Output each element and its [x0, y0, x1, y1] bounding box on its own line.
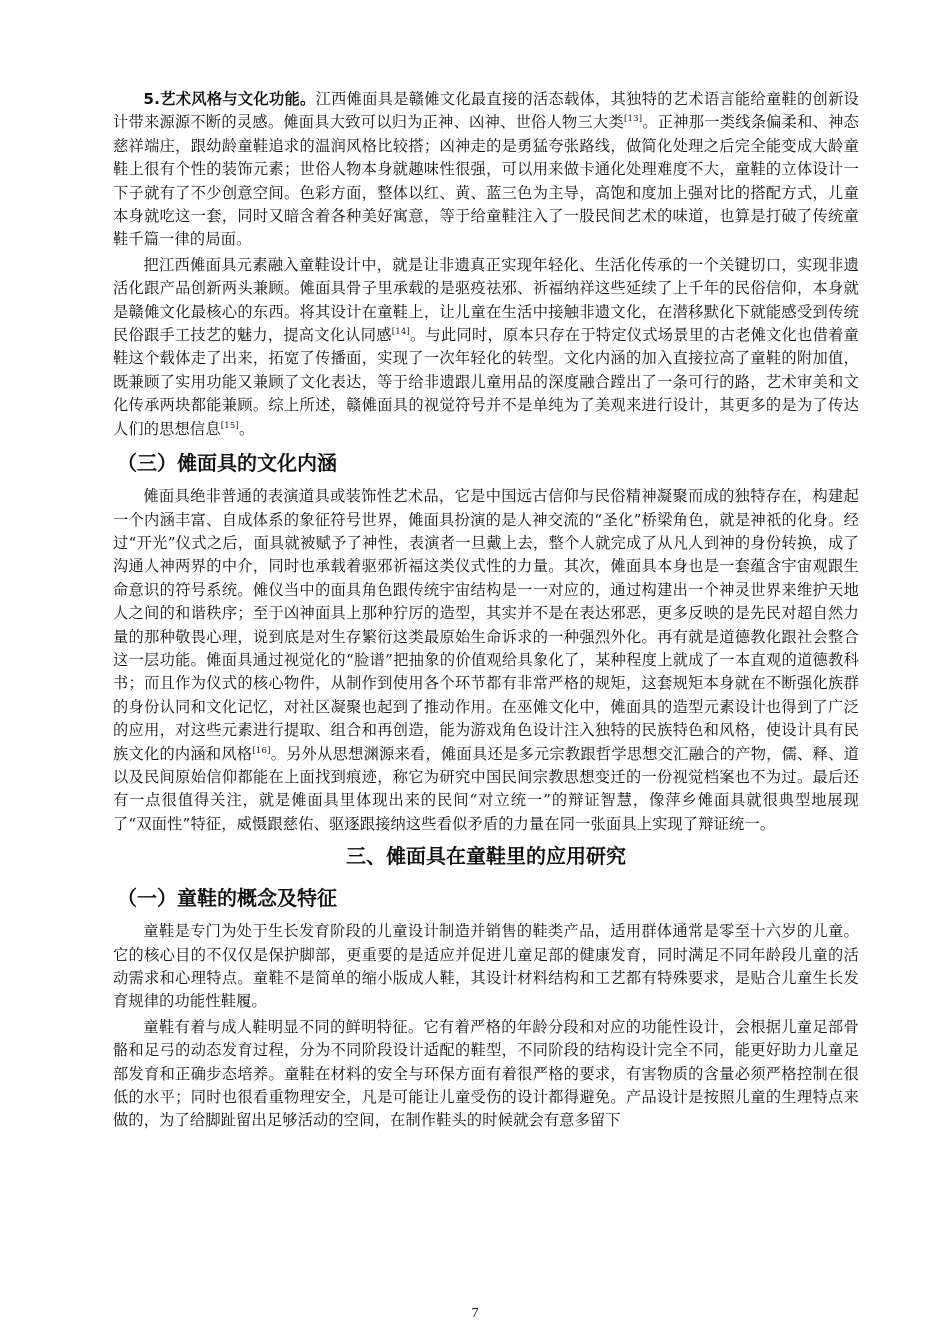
paragraph-text: 江西傩面具是赣傩文化最直接的活态载体，其独特的艺术语言能给童鞋的创新设计带来源源不断的灵感。傩面具大致可以归为正神、凶神、世俗人物三大类 — [113, 90, 859, 132]
paragraph-heritage — [113, 254, 859, 441]
paragraph-text: 把江西傩面具元素融入童鞋设计中，就是让非遗真正实现年轻化、生活化传承的一个关键切口，实现非遗活化跟产品创新两头兼顾。傩面具骨子里承载的是驱疫祛邪、祈福纳祥这些延续了上千年的民俗信仰，本身就是赣傩文化最核心的东西。将其设计在童鞋上，让儿童在生活中接触非遗文化，在潜移默化下就能感受到传统民俗跟手工技艺的魅力，提高文化认同感 — [113, 255, 859, 345]
paragraph-cultural-connotation — [113, 485, 859, 836]
paragraph-art-style — [113, 88, 859, 252]
citation-ref: [15] — [220, 420, 239, 431]
chapter-heading: 三、傩面具在童鞋里的应用研究 — [346, 844, 626, 869]
paragraph-text: 。 — [238, 419, 255, 438]
document-page — [113, 88, 859, 1133]
paragraph-text: 。正神那一类线条偏柔和、神态慈祥端庄，跟幼龄童鞋追求的温润风格比较搭；凶神走的是勇猛夸张路线，做简化处理之后完全能变成大龄童鞋上很有个性的装饰元素；世俗人物本身就趣味性很强，可以用来做卡通化处理难度不大，童鞋的立体设计一下子就有了不少创意空间。色彩方面，整体以红、黄、蓝三色为主导，高饱和度加上强对比的搭配方式，儿童本身就吃这一套，同时又暗含着各种美好寓意，等于给童鞋注入了一股民间艺术的味道，也算是打破了传统童鞋千篇一律的局面。 — [113, 113, 859, 249]
section-heading-cultural-connotation: （三）傩面具的文化内涵 — [117, 451, 337, 476]
citation-ref: [13] — [623, 114, 643, 125]
citation-ref: [16] — [252, 745, 271, 756]
paragraph-kids-shoes-features: 童鞋有着与成人鞋明显不同的鲜明特征。它有着严格的年龄分段和对应的功能性设计，会根据儿童足部骨骼和足弓的动态发育过程，分为不同阶段设计适配的鞋型，不同阶段的结构设计完全不同，能更好助力儿童足部发育和正确步态培养。童鞋在材料的安全与环保方面有着很严格的要求，有害物质的含量必须严格控制在很低的水平；同时也很看重物理安全，凡是可能让儿童受伤的设计都得避免。产品设计是按照儿童的生理特点来做的，为了给脚趾留出足够活动的空间，在制作鞋头的时候就会有意多留下 — [113, 1017, 859, 1130]
page-number: 7 — [471, 1306, 479, 1321]
citation-ref: [14] — [391, 327, 410, 338]
section-heading-kids-shoes: （一）童鞋的概念及特征 — [117, 886, 337, 911]
paragraph-lead-title: 5.艺术风格与文化功能。 — [143, 90, 316, 108]
paragraph-kids-shoes-concept: 童鞋是专门为处于生长发育阶段的儿童设计制造并销售的鞋类产品，适用群体通常是零至十六岁的儿童。它的核心目的不仅仅是保护脚部，更重要的是适应并促进儿童足部的健康发育，同时满足不同年龄段儿童的活动需求和心理特点。童鞋不是简单的缩小版成人鞋，其设计材料结构和工艺都有特殊要求，是贴合儿童生长发育规律的功能性鞋履。 — [113, 922, 859, 1011]
paragraph-text: 。另外从思想渊源来看，傩面具还是多元宗教跟哲学思想交汇融合的产物，儒、释、道以及民间原始信仰都能在上面找到痕迹，称它为研究中国民间宗教思想变迁的一份视觉档案也不为过。最后还有一点很值得关注，就是傩面具里体现出来的民间“对立统一”的辩证智慧，像萍乡傩面具就很典型地展现了“双面性”特征，威慑跟慈佑、驱逐跟接纳这些看似矛盾的力量在同一张面具上实现了辩证统一。 — [113, 744, 859, 833]
paragraph-text: 。与此同时，原本只存在于特定仪式场景里的古老傩文化也借着童鞋这个载体走了出来，拓宽了传播面，实现了一次年轻化的转型。文化内涵的加入直接拉高了童鞋的附加值，既兼顾了实用功能又兼顾了文化表达，等于给非遗跟儿童用品的深度融合蹚出了一条可行的路，艺术审美和文化传承两块都能兼顾。综上所述，赣傩面具的视觉符号并不是单纯为了美观来进行设计，其更多的是为了传达人们的思想信息 — [113, 326, 859, 438]
paragraph-text: 傩面具绝非普通的表演道具或装饰性艺术品，它是中国远古信仰与民俗精神凝聚而成的独特存在，构建起一个内涵丰富、自成体系的象征符号世界，傩面具扮演的是人神交流的“圣化”桥梁角色，就是神祇的化身。经过“开光”仪式之后，面具就被赋予了神性，表演者一旦戴上去，整个人就完成了从凡人到神的身份转换，成了沟通人神两界的中介，同时也承载着驱邪祈福这类仪式性的力量。其次，傩面具本身也是一套蕴含宇宙观跟生命意识的符号系统。傩仪当中的面具角色跟传统宇宙结构是一一对应的，通过构建出一个神灵世界来维护天地人之间的和谐秩序；至于凶神面具上那种狞厉的造型，其实并不是在表达邪恶，更多反映的是先民对超自然力量的那种敬畏心理，说到底是对生存繁衍这类最原始生命诉求的一种强烈外化。再有就是道德教化跟社会整合这一层功能。傩面具通过视觉化的“脸谱”把抽象的价值观给具象化了，某种程度上就成了一本直观的道德教科书；而且作为仪式的核心物件，从制作到使用各个环节都有非常严格的规矩，这套规矩本身就在不断强化族群的身份认同和文化记忆，对社区凝聚也起到了推动作用。在巫傩文化中，傩面具的造型元素设计也得到了广泛的应用，对这些元素进行提取、组合和再创造，能为游戏角色设计注入独特的民族特色和风格，使设计具有民族文化的内涵和风格 — [113, 487, 859, 763]
